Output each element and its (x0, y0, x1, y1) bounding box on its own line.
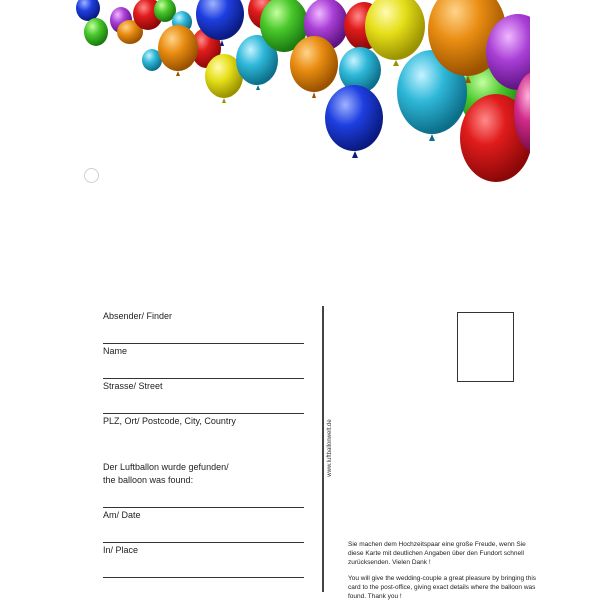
note-german (348, 540, 538, 567)
website-url: www.luftballonwelt.de (327, 419, 333, 477)
balloon-blue-small (76, 0, 100, 21)
stamp-box (457, 312, 514, 382)
street-line (103, 378, 304, 379)
place-line (103, 542, 304, 543)
place-label: In/ Place (103, 545, 139, 555)
street-label: Strasse/ Street (103, 381, 163, 391)
balloon-orange-mid-2 (290, 36, 338, 98)
balloon-green-small (84, 18, 108, 46)
punch-hole (84, 168, 99, 183)
name-label: Name (103, 346, 128, 356)
balloons-illustration (72, 0, 530, 186)
city-label: PLZ, Ort/ Postcode, City, Country (103, 416, 236, 426)
sender-label: Absender/ Finder (103, 311, 173, 321)
found-label-de: Der Luftballon wurde gefunden/ (103, 462, 229, 472)
name-line (103, 343, 304, 344)
date-label: Am/ Date (103, 510, 141, 520)
balloon-blue-large (325, 85, 383, 158)
place-answer-line (103, 577, 304, 578)
date-line (103, 507, 304, 508)
city-line (103, 413, 304, 414)
address-divider (322, 306, 324, 592)
note-german-text: Sie machen dem Hochzeitspaar eine große Freude, wenn Sie diese Karte mit deutlichen Angaben über den Fundort schnell zurücksenden. Vielen Dank ! (348, 541, 526, 566)
balloon-orange-mid (158, 25, 198, 76)
note-english-text: You will give the wedding-couple a great pleasure by bringing this card to the post-office, giving exact details where the balloon was found. Thank you ! (348, 575, 537, 600)
found-label-en: the balloon was found: (103, 475, 194, 485)
note-english (348, 574, 538, 601)
